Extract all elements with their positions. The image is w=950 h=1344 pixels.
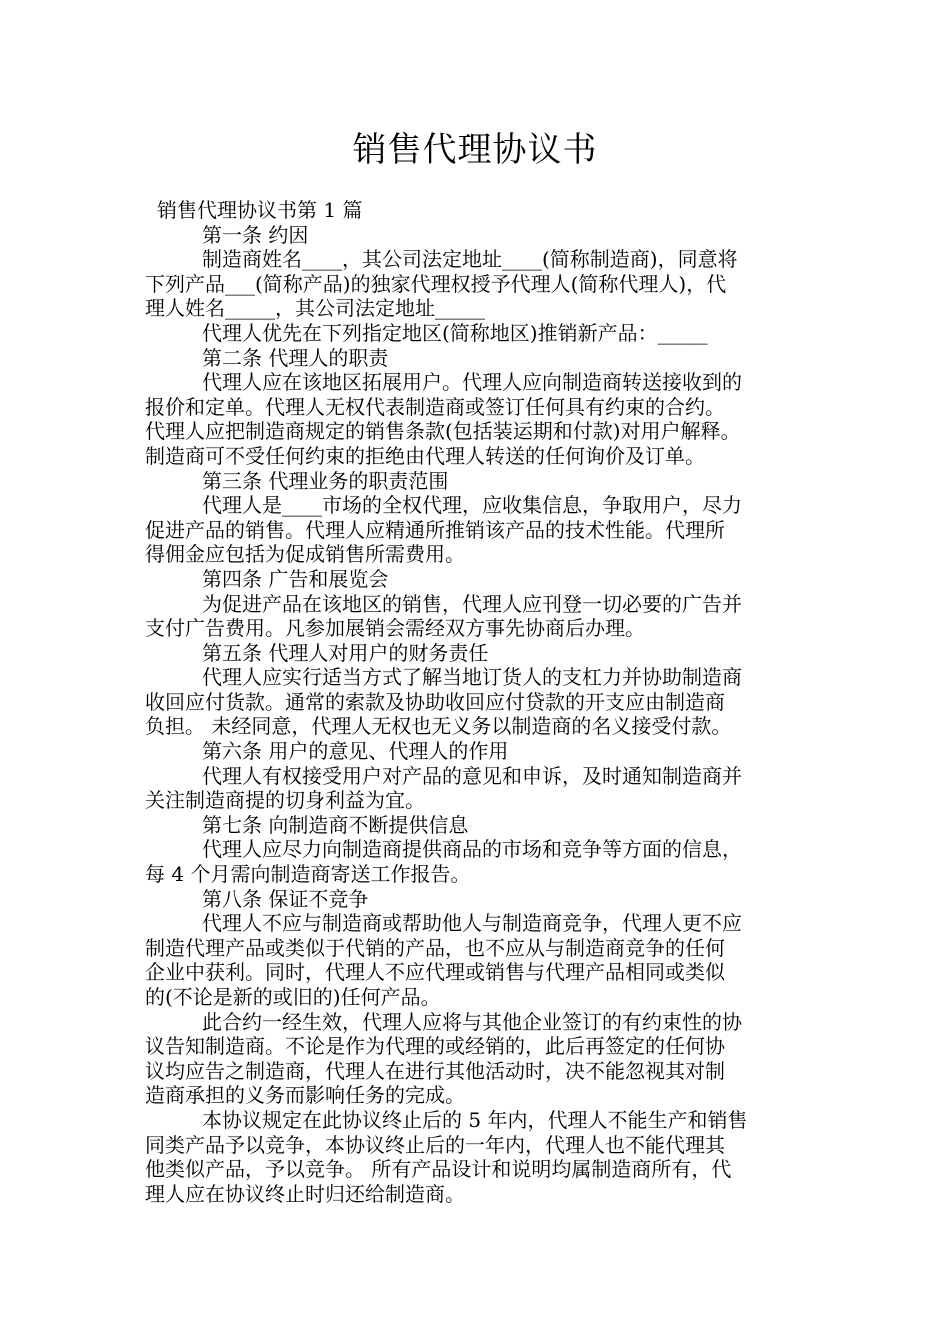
document-lines bbox=[145, 223, 810, 1207]
document-line: 第四条 广告和展览会 bbox=[202, 566, 389, 591]
document-line: 理人应在协议终止时归还给制造商。 bbox=[145, 1181, 465, 1206]
document-line: 代理人应在该地区拓展用户。代理人应向制造商转送接收到的 bbox=[202, 370, 742, 395]
document-line: 为促进产品在该地区的销售，代理人应刊登一切必要的广告并 bbox=[202, 591, 742, 616]
document-line: 第七条 向制造商不断提供信息 bbox=[202, 812, 469, 837]
document-line: 第八条 保证不竞争 bbox=[202, 886, 369, 911]
document-line: 代理人应实行适当方式了解当地订货人的支杠力并协助制造商 bbox=[202, 665, 742, 690]
document-line: 得佣金应包括为促成销售所需费用。 bbox=[145, 542, 465, 567]
document-line: 的(不论是新的或旧的)任何产品。 bbox=[145, 985, 441, 1009]
document-line: 报价和定单。代理人无权代表制造商或签订任何具有约束的合约。 bbox=[145, 394, 725, 419]
document-line: 企业中获利。同时，代理人不应代理或销售与代理产品相同或类似 bbox=[145, 960, 725, 985]
document-line: 支付广告费用。凡参加展销会需经双方事先协商后办理。 bbox=[145, 616, 645, 641]
document-line: 第三条 代理业务的职责范围 bbox=[202, 468, 449, 493]
document-line: 理人姓名_____，其公司法定地址_____ bbox=[145, 296, 485, 321]
document-line: 代理人应尽力向制造商提供商品的市场和竞争等方面的信息， bbox=[202, 837, 742, 862]
document-line: 第二条 代理人的职责 bbox=[202, 345, 389, 370]
document-line: 促进产品的销售。代理人应精通所推销该产品的技术性能。代理所 bbox=[145, 517, 725, 542]
document-line: 本协议规定在此协议终止后的 5 年内，代理人不能生产和销售 bbox=[202, 1107, 748, 1132]
document-line: 负担。 未经同意，代理人无权也无义务以制造商的名义接受付款。 bbox=[145, 714, 732, 739]
document-line: 同类产品予以竞争，本协议终止后的一年内，代理人也不能代理其 bbox=[145, 1132, 725, 1157]
document-line: 造商承担的义务而影响任务的完成。 bbox=[145, 1083, 465, 1108]
document-title: 销售代理协议书 bbox=[352, 130, 598, 170]
document-line: 议告知制造商。不论是作为代理的或经销的，此后再签定的任何协 bbox=[145, 1034, 725, 1059]
document-line: 关注制造商提的切身利益为宜。 bbox=[145, 788, 425, 813]
document-line: 此合约一经生效，代理人应将与其他企业签订的有约束性的协 bbox=[202, 1009, 742, 1034]
document-line: 收回应付货款。通常的索款及协助收回应付贷款的开支应由制造商 bbox=[145, 689, 725, 714]
document-line: 议均应告之制造商，代理人在进行其他活动时，决不能忽视其对制 bbox=[145, 1058, 725, 1083]
document-line: 制造商可不受任何约束的拒绝由代理人转送的任何询价及订单。 bbox=[145, 443, 705, 468]
document-line: 第一条 约因 bbox=[202, 222, 309, 247]
document-line: 代理人优先在下列指定地区(简称地区)推销新产品：_____ bbox=[202, 320, 708, 345]
document-line: 代理人应把制造商规定的销售条款(包括装运期和付款)对用户解释。 bbox=[145, 419, 741, 444]
document-line: 第六条 用户的意见、代理人的作用 bbox=[202, 739, 509, 764]
document-line: 他类似产品，予以竞争。 所有产品设计和说明均属制造商所有，代 bbox=[145, 1157, 732, 1182]
document-line: 每 4 个月需向制造商寄送工作报告。 bbox=[145, 862, 471, 887]
document-line: 第五条 代理人对用户的财务责任 bbox=[202, 640, 489, 665]
document-line: 制造商姓名____，其公司法定地址____(简称制造商)，同意将 bbox=[202, 247, 738, 272]
section-subtitle: 销售代理协议书第 1 篇 bbox=[157, 198, 363, 222]
document-body bbox=[145, 198, 810, 1206]
document-line: 代理人有权接受用户对产品的意见和申诉，及时通知制造商并 bbox=[202, 763, 742, 788]
document-line: 代理人不应与制造商或帮助他人与制造商竞争，代理人更不应 bbox=[202, 911, 742, 936]
document-line: 制造代理产品或类似于代销的产品，也不应从与制造商竞争的任何 bbox=[145, 935, 725, 960]
document-line: 下列产品___(简称产品)的独家代理权授予代理人(简称代理人)，代 bbox=[145, 271, 727, 296]
document-line: 代理人是____市场的全权代理，应收集信息，争取用户，尽力 bbox=[202, 493, 742, 518]
